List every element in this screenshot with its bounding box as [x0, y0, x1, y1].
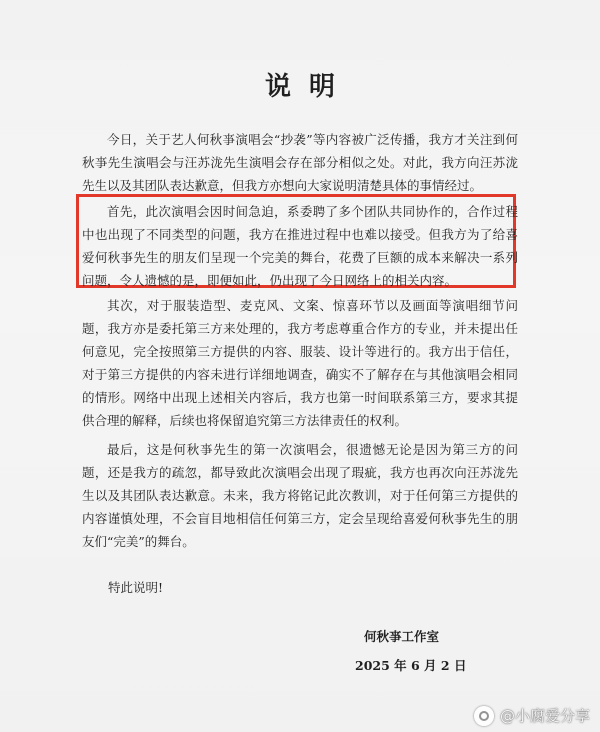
signature-date: 2025 年 6 月 2 日: [355, 658, 467, 673]
paragraph-second-point: 其次，对于服装造型、麦克风、文案、惊喜环节以及画面等演唱细节问题，我方亦是委托第三方来处理的，我方考虑尊重合作方的专业，并未提出任何意见，完全按照第三方提供的内容、服装、设计等进行的。我方出于信任，对于第三方提供的内容未进行详细地调查，确实不了解存在与其他演唱会相同的情形。网络中出现上述相关内容后，我方也第一时间联系第三方，要求其提供合理的解释，后续也将保留追究第三方法律责任的权利。: [82, 298, 518, 428]
paragraph-first-point: 首先，此次演唱会因时间急迫，系委聘了多个团队共同协作的，合作过程中也出现了不同类型的问题，我方在推进过程中也难以接受。但我方为了给喜爱何秋亊先生的朋友们呈现一个完美的舞台，花费了巨额的成本来解决一系列问题，令人遗憾的是，即便如此，仍出现了今日网络上的相关内容。: [82, 204, 518, 288]
document-title: 说明: [264, 72, 353, 102]
closing-statement: 特此说明!: [108, 580, 164, 595]
watermark-logo-icon: [474, 706, 494, 726]
watermark: [474, 705, 590, 726]
paragraph-intro: 今日，关于艺人何秋亊演唱会“抄袭”等内容被广泛传播，我方才关注到何秋亊先生演唱会与汪苏泷先生演唱会存在部分相似之处。对此，我方向汪苏泷先生以及其团队表达歉意，但我方亦想向大家说明清楚具体的事情经过。: [82, 132, 518, 193]
watermark-text: @小腐爱分享: [499, 707, 590, 725]
signature-studio: 何秋亊工作室: [364, 629, 440, 644]
paragraph-last-point: 最后，这是何秋亊先生的第一次演唱会，很遗憾无论是因为第三方的问题，还是我方的疏忽，都导致此次演唱会出现了瑕疵，我方也再次向汪苏泷先生以及其团队表达歉意。未来，我方将铭记此次教训，对于任何第三方提供的内容谨慎处理，不会盲目地相信任何第三方，定会呈现给喜爱何秋亊先生的朋友们“完美”的舞台。: [82, 442, 518, 549]
